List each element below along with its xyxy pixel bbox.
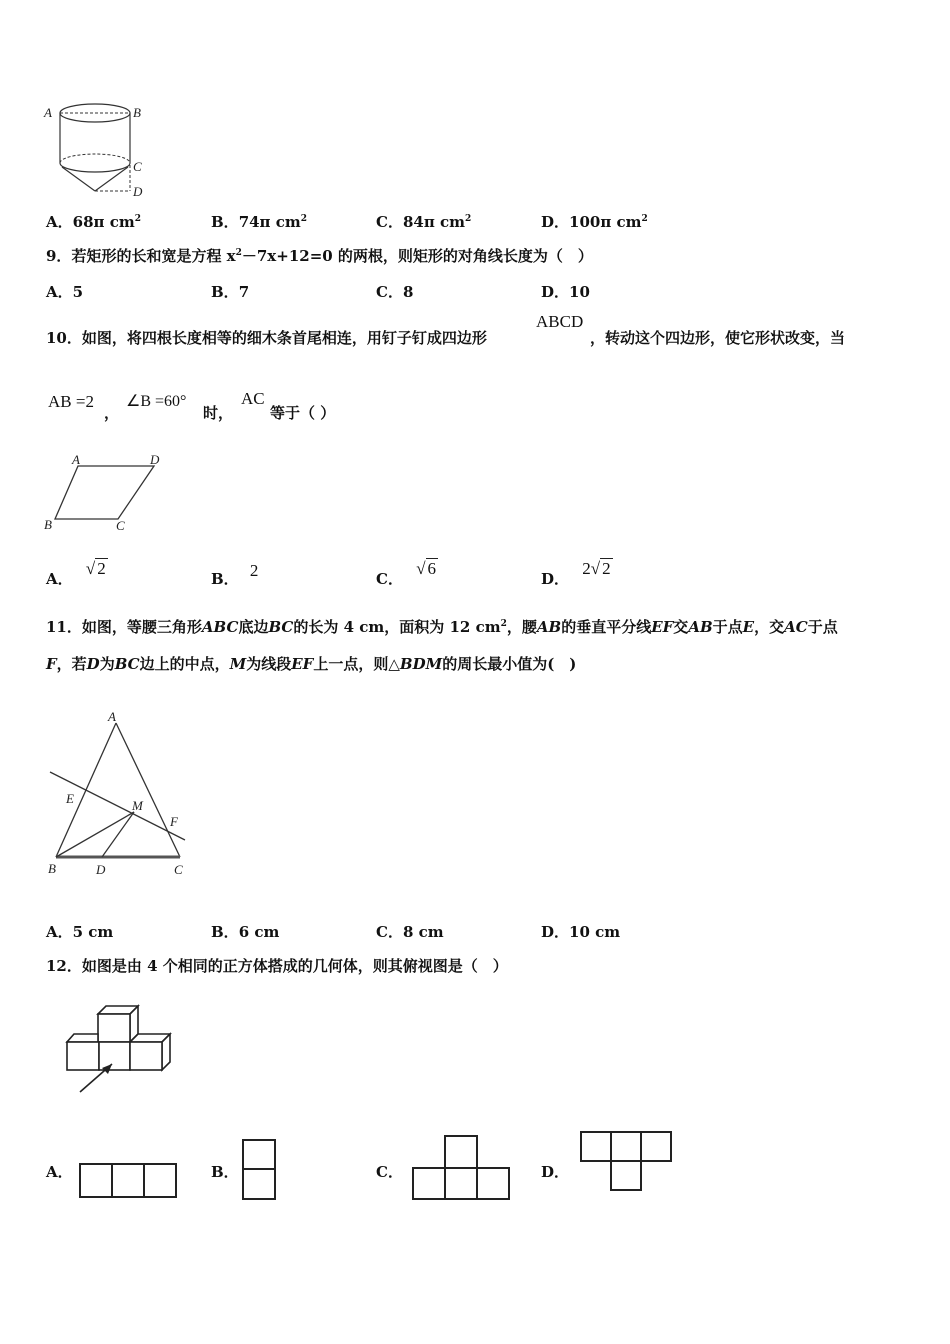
q10-cond-ab: AB =2	[48, 392, 94, 411]
q10-dengyu: 等于（ ）	[270, 404, 336, 422]
q12-option-a[interactable]: A．	[46, 1163, 73, 1181]
q11-option-d[interactable]: D．10 cm	[541, 923, 621, 941]
q10-rhombus-figure	[40, 450, 170, 536]
q9-option-c[interactable]: C．8	[376, 283, 414, 301]
q12-option-d[interactable]: D．	[541, 1163, 570, 1181]
q10-label-b: B	[44, 517, 52, 532]
q9-option-b[interactable]: B．7	[211, 283, 250, 301]
q8-label-b: B	[133, 105, 141, 120]
q8-label-c: C	[133, 159, 142, 174]
q12-option-a-figure[interactable]	[78, 1162, 178, 1200]
q11-label-c: C	[174, 862, 183, 877]
q11-label-m: M	[132, 798, 143, 813]
q11-label-a: A	[108, 709, 116, 724]
q10-option-d[interactable]: D． 2√ 2	[541, 559, 611, 588]
q10-option-d-sqrt: 2√ 2	[582, 559, 611, 578]
q9-stem: 9．若矩形的长和宽是方程 $x^2-7x+12=0$ 的两根，则矩形的对角线长度为（ ）	[46, 247, 593, 265]
q10-ac: AC	[241, 389, 265, 408]
q12-option-b[interactable]: B．	[211, 1163, 239, 1181]
q11-option-b[interactable]: B．6 cm	[211, 923, 280, 941]
q10-label-a: A	[72, 452, 80, 467]
q10-cond-angle: ∠B =60°	[126, 393, 187, 410]
q11-option-c[interactable]: C．8 cm	[376, 923, 444, 941]
q11-stem-line1: 11．如图，等腰三角形ABC底边BC的长为 4 cm，面积为 12 $cm^2$，腰AB的垂直平分线EF交AB于点E，交AC于点	[46, 618, 838, 636]
q8-cylinder-figure	[40, 98, 150, 200]
q8-label-d: D	[133, 184, 143, 199]
q9-option-d[interactable]: D．10	[541, 283, 590, 301]
q10-shi: 时，	[203, 404, 234, 422]
q11-option-a[interactable]: A．5 cm	[46, 923, 114, 941]
q10-stem-line1: 10．如图，将四根长度相等的细木条首尾相连，用钉子钉成四边形	[46, 329, 487, 347]
q12-option-d-figure[interactable]	[579, 1130, 675, 1192]
q10-option-a[interactable]: A． √ 2	[46, 559, 106, 588]
q8-option-a[interactable]: A．68π $cm^2$	[46, 213, 141, 231]
q11-label-e: E	[66, 791, 74, 806]
q8-option-b[interactable]: B．74π $cm^2$	[211, 213, 308, 231]
q10-option-b[interactable]: B． 2	[211, 561, 259, 588]
q11-label-f: F	[170, 814, 178, 829]
q12-stem: 12．如图是由 4 个相同的正方体搭成的几何体，则其俯视图是（ ）	[46, 957, 508, 975]
q10-stem-line1b: ，转动这个四边形，使它形状改变，当	[590, 329, 846, 347]
q9-option-a[interactable]: A．5	[46, 283, 84, 301]
q8-label-a: A	[44, 105, 52, 120]
q12-cubes-figure	[60, 998, 190, 1108]
q10-option-c[interactable]: C． √ 6	[376, 559, 437, 588]
q10-option-c-sqrt: √ 6	[416, 559, 437, 578]
q12-option-b-figure[interactable]	[241, 1138, 277, 1202]
q12-option-c-figure[interactable]	[411, 1134, 511, 1202]
q10-label-d: D	[150, 452, 160, 467]
q10-option-a-sqrt: √ 2	[85, 559, 106, 578]
q10-label-c: C	[116, 518, 125, 533]
q11-label-d: D	[96, 862, 106, 877]
q11-stem-line2: F，若D为BC边上的中点，M为线段EF上一点，则△BDM的周长最小值为( )	[46, 655, 577, 673]
q8-option-d[interactable]: D．100π $cm^2$	[541, 213, 648, 231]
q10-comma: ，	[104, 404, 120, 422]
q11-label-b: B	[48, 861, 56, 876]
q10-abcd: ABCD	[536, 312, 584, 331]
q12-option-c[interactable]: C．	[376, 1163, 403, 1181]
q8-option-c[interactable]: C．84π $cm^2$	[376, 213, 472, 231]
q11-triangle-figure	[40, 705, 200, 885]
